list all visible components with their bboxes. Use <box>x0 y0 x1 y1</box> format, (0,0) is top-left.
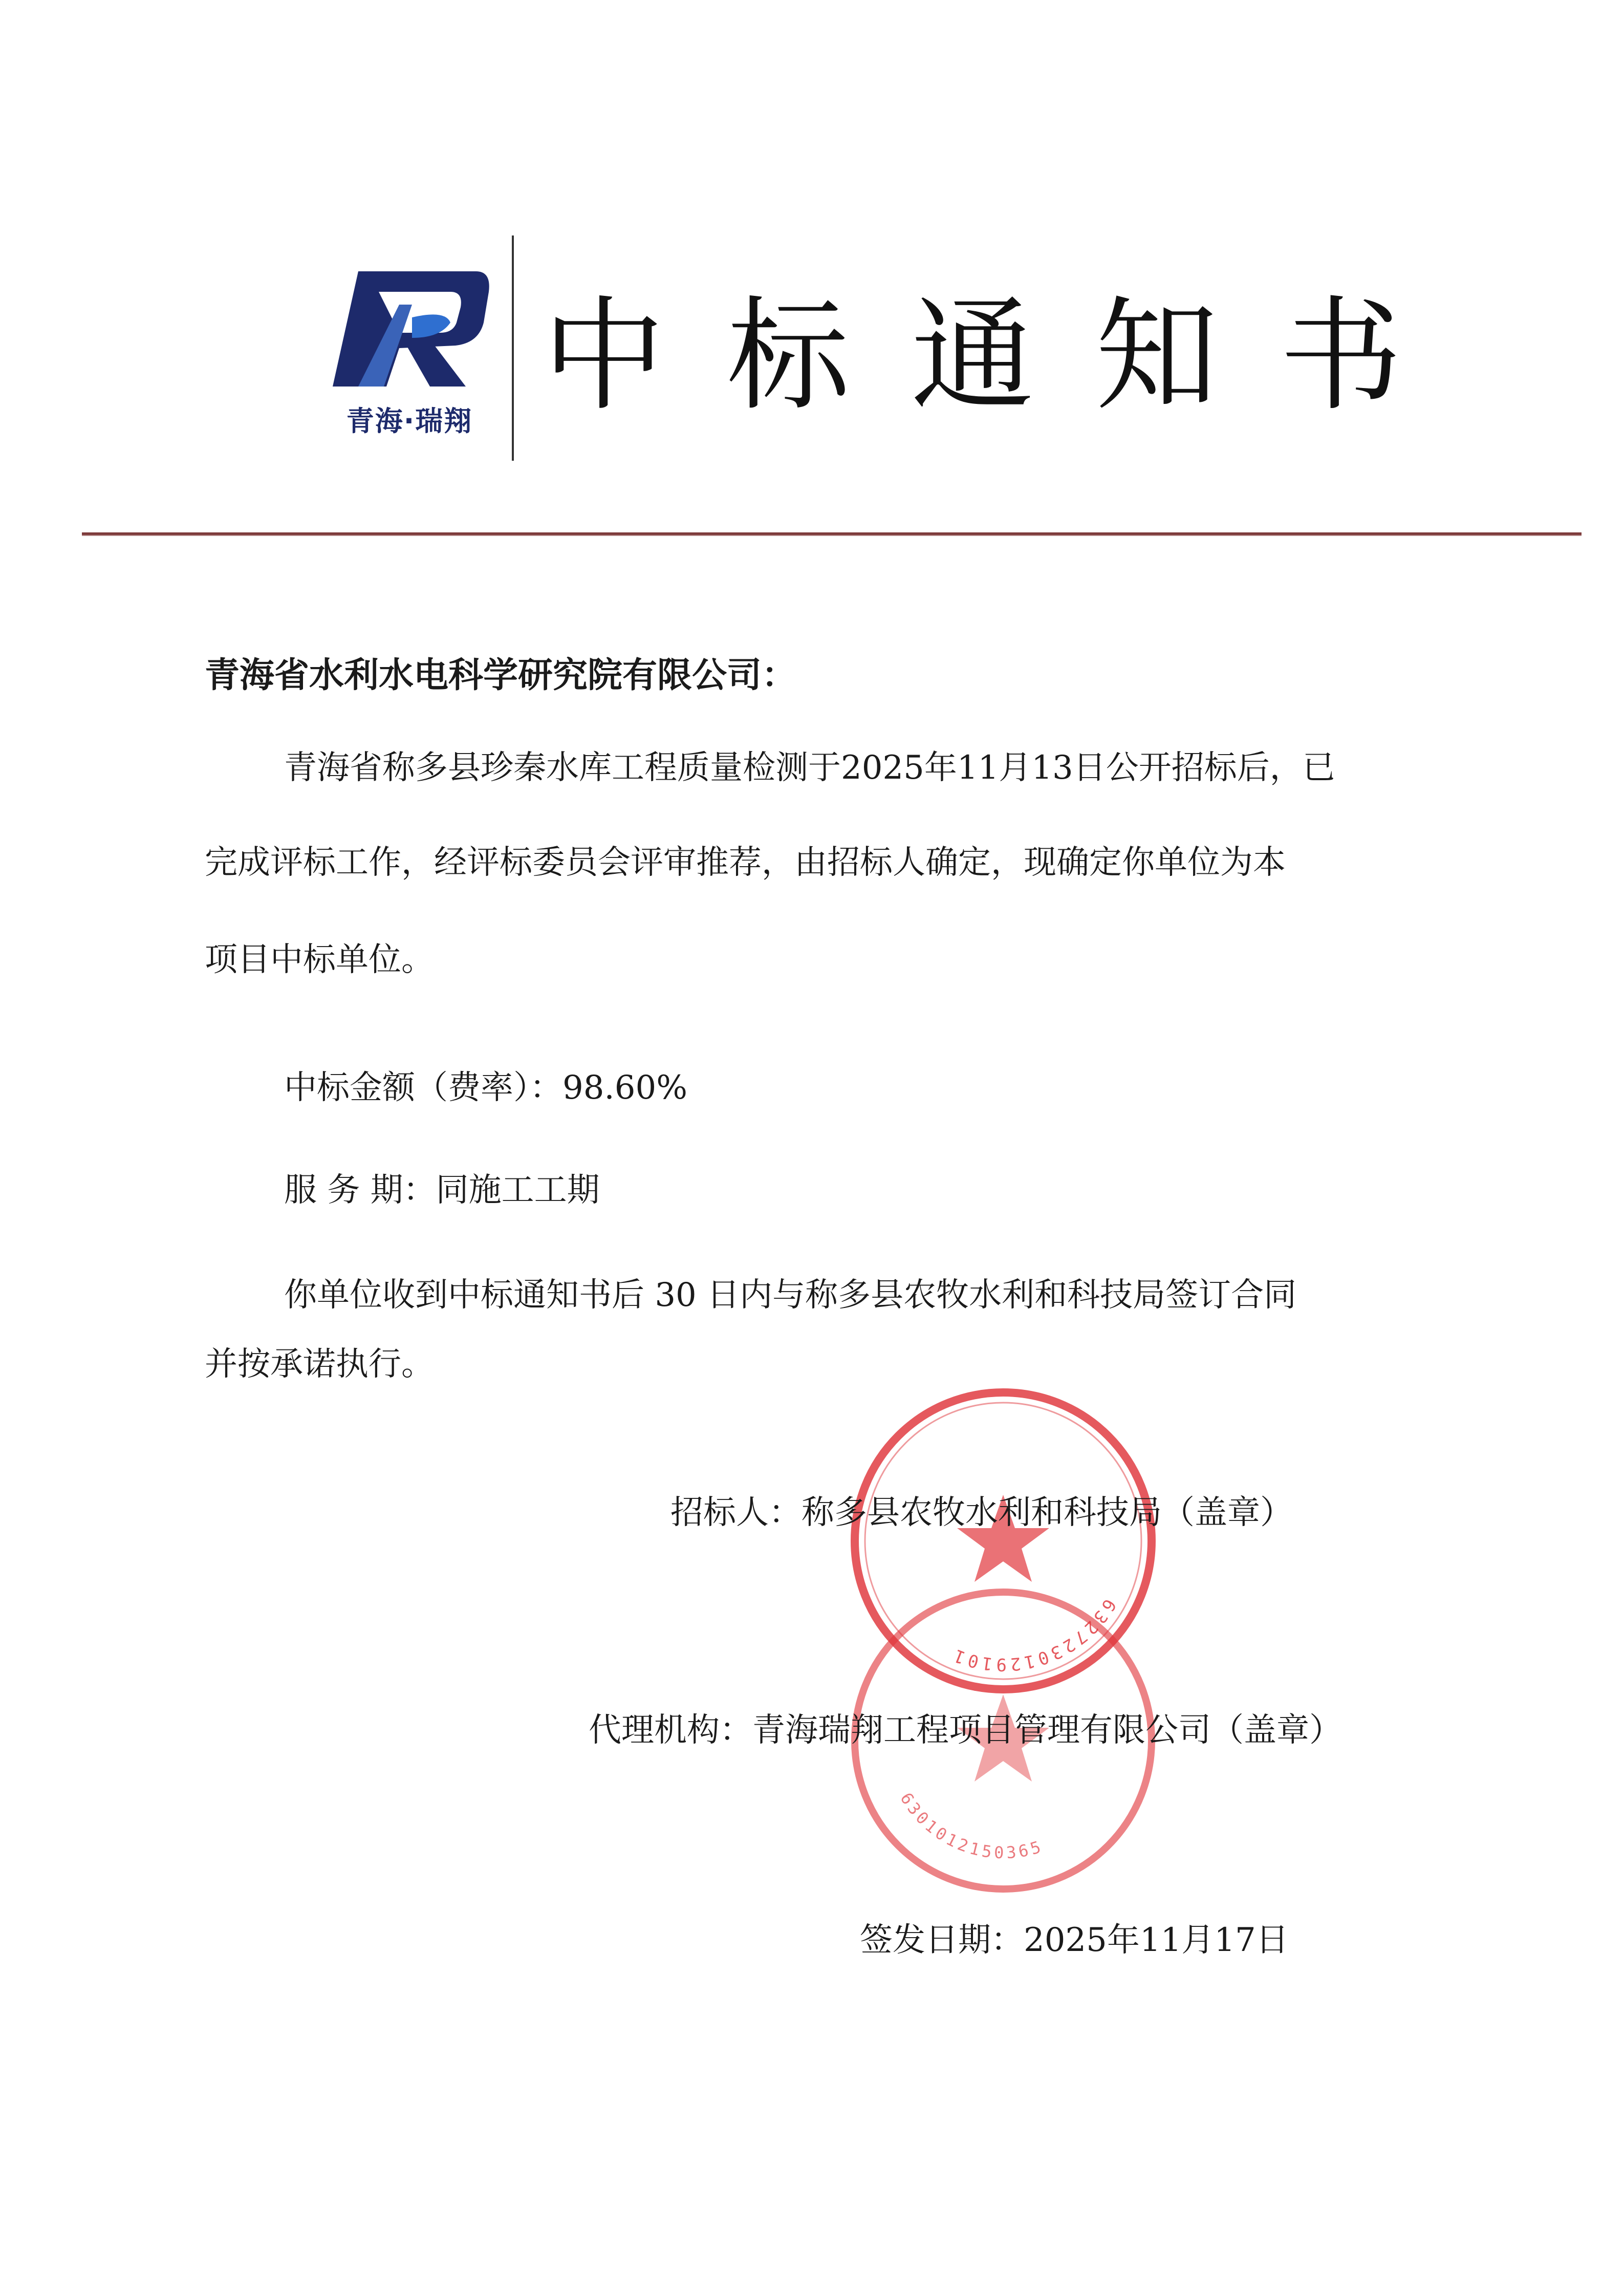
seal-number: 6327230129101 <box>948 1595 1120 1675</box>
service-period: 服 务 期：同施工工期 <box>284 1171 600 1209</box>
contract-instruction-line: 并按承诺执行。 <box>205 1345 434 1383</box>
document-title: 中标通知书 <box>543 284 1464 427</box>
addressee: 青海省水利水电科学研究院有限公司： <box>205 655 797 696</box>
agency-signature-line: 代理机构：青海瑞翔工程项目管理有限公司（盖章） <box>589 1711 1342 1749</box>
header-rule <box>82 532 1582 536</box>
paragraph-line: 项目中标单位。 <box>205 941 434 979</box>
bid-amount: 中标金额（费率）：98.60% <box>284 1069 688 1107</box>
contract-instruction-line: 你单位收到中标通知书后 30 日内与称多县农牧水利和科技局签订合同 <box>284 1276 1297 1314</box>
tenderer-signature-line: 招标人：称多县农牧水利和科技局（盖章） <box>670 1494 1293 1532</box>
company-logo <box>322 261 496 445</box>
paragraph-line: 完成评标工作，经评标委员会评审推荐，由招标人确定，现确定你单位为本 <box>205 844 1286 882</box>
seal-number: 6301012150365 <box>896 1789 1046 1863</box>
svg-text:6301012150365 <box>896 1789 1046 1862</box>
logo-mark-icon <box>322 261 496 394</box>
logo-caption: 青海·瑞翔 <box>346 405 473 437</box>
header-divider <box>512 235 514 461</box>
issue-date: 签发日期：2025年11月17日 <box>860 1921 1289 1959</box>
paragraph-line: 青海省称多县珍秦水库工程质量检测于2025年11月13日公开招标后，已 <box>284 749 1335 787</box>
